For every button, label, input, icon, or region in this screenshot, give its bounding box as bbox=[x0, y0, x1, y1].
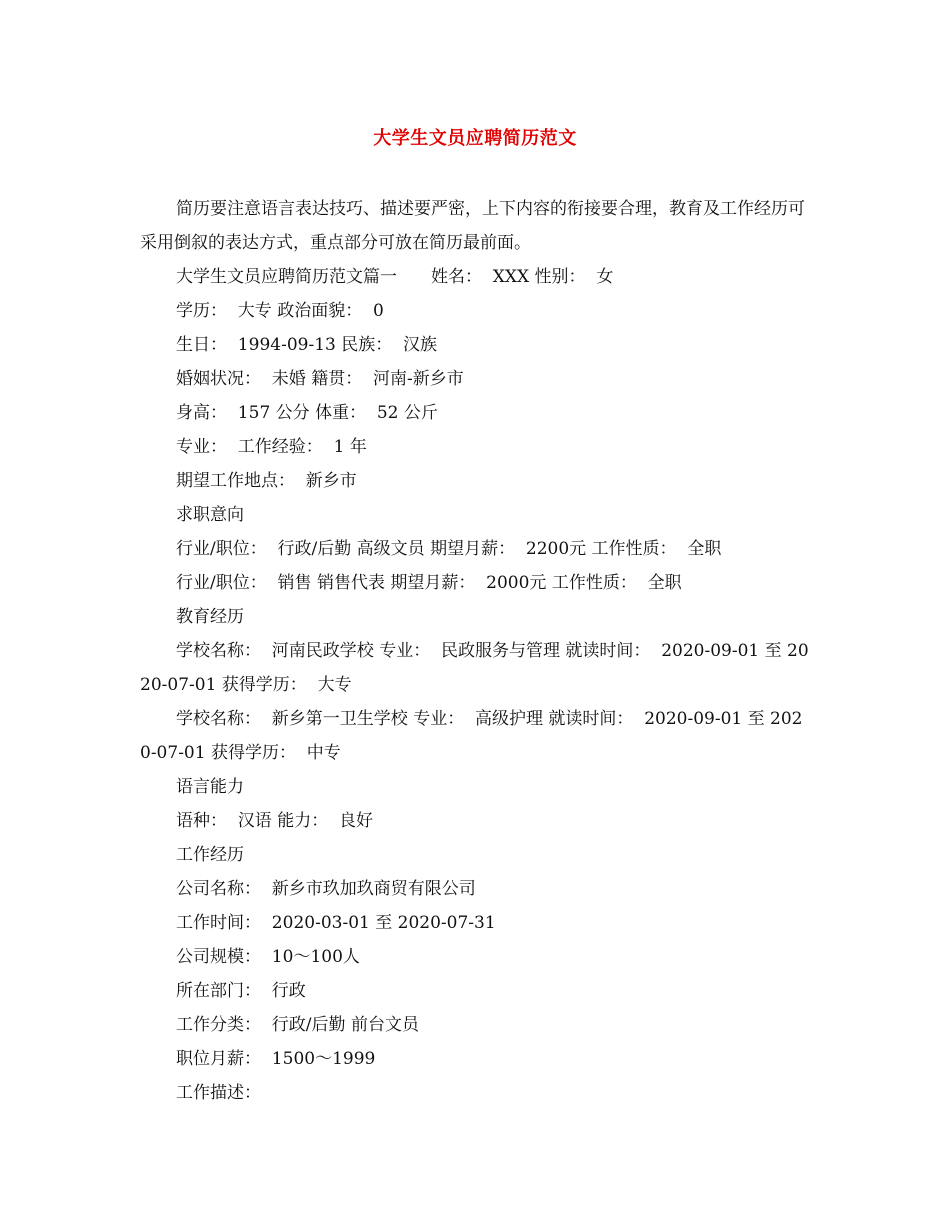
resume-line: 大学生文员应聘简历范文篇一 姓名： XXX 性别： 女 bbox=[176, 267, 614, 287]
resume-line: 期望工作地点： 新乡市 bbox=[176, 471, 357, 491]
resume-line: 公司规模： 10～100人 bbox=[176, 947, 360, 967]
section-heading: 求职意向 bbox=[176, 505, 244, 525]
resume-line: 行业/职位： 行政/后勤 高级文员 期望月薪： 2200元 工作性质： 全职 bbox=[176, 539, 722, 559]
resume-line: 职位月薪： 1500～1999 bbox=[176, 1049, 376, 1069]
resume-line: 公司名称： 新乡市玖加玖商贸有限公司 bbox=[176, 879, 476, 899]
resume-line: 专业： 工作经验： 1 年 bbox=[176, 437, 367, 457]
intro-paragraph: 简历要注意语言表达技巧、描述要严密，上下内容的衔接要合理，教育及工作经历可采用倒叙的表达方式，重点部分可放在简历最前面。 bbox=[140, 199, 805, 253]
resume-line: 生日： 1994-09-13 民族： 汉族 bbox=[176, 335, 438, 355]
resume-line: 工作时间： 2020-03-01 至 2020-07-31 bbox=[176, 913, 496, 933]
resume-line: 身高： 157 公分 体重： 52 公斤 bbox=[176, 403, 438, 423]
resume-line: 语种： 汉语 能力： 良好 bbox=[176, 811, 374, 831]
resume-line: 学校名称： 新乡第一卫生学校 专业： 高级护理 就读时间： 2020-09-01 至 2020-07-01 获得学历： 中专 bbox=[140, 709, 803, 763]
resume-line: 学校名称： 河南民政学校 专业： 民政服务与管理 就读时间： 2020-09-01 至 2020-07-01 获得学历： 大专 bbox=[140, 641, 809, 695]
resume-line: 所在部门： 行政 bbox=[176, 981, 306, 1001]
resume-line: 工作分类： 行政/后勤 前台文员 bbox=[176, 1015, 419, 1035]
resume-line: 行业/职位： 销售 销售代表 期望月薪： 2000元 工作性质： 全职 bbox=[176, 573, 682, 593]
section-heading: 语言能力 bbox=[176, 777, 244, 797]
section-heading: 教育经历 bbox=[176, 607, 244, 627]
section-heading: 工作经历 bbox=[176, 845, 244, 865]
resume-line: 学历： 大专 政治面貌： 0 bbox=[176, 301, 384, 321]
document-body bbox=[140, 192, 812, 1110]
resume-line: 工作描述： bbox=[176, 1083, 261, 1103]
resume-line: 婚姻状况： 未婚 籍贯： 河南-新乡市 bbox=[176, 369, 464, 389]
document-title: 大学生文员应聘简历范文 bbox=[373, 128, 577, 149]
